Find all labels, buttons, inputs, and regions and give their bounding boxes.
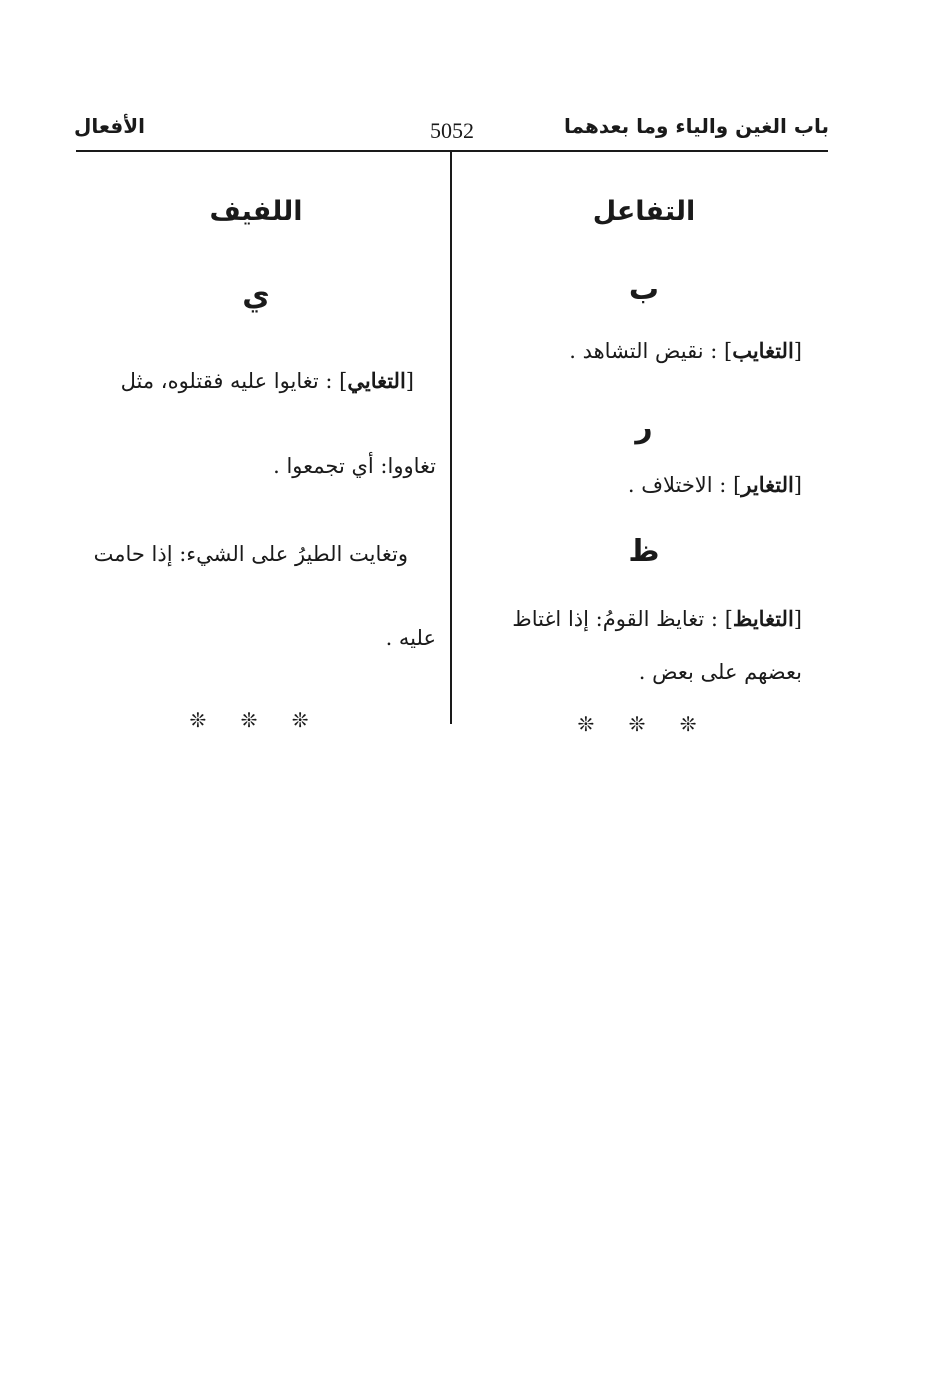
letter-heading-ya: ي: [242, 278, 270, 313]
entry-taghayur: [التغاير] : الاختلاف .: [627, 472, 802, 497]
entry-line-2: تغاووا: أي تجمعوا .: [273, 454, 436, 478]
entry-definition: : نقيض التشاهد .: [569, 339, 718, 363]
page-number: 5052: [430, 118, 474, 143]
entry-taghayi: [التغايي] : تغايوا عليه فقتلوه، مثل: [120, 368, 414, 393]
entry-definition: : الاختلاف .: [627, 473, 727, 497]
section-separator: ❊ ❊ ❊: [189, 708, 323, 732]
entry-line-4: عليه .: [385, 626, 436, 650]
column-divider: [450, 152, 452, 724]
headword: التغايب: [732, 338, 794, 363]
letter-heading-ba: ب: [628, 272, 660, 307]
headword: التغايي: [347, 368, 406, 393]
letter-heading-ra: ر: [635, 410, 653, 445]
entry-definition: : تغايوا عليه فقتلوه، مثل: [120, 369, 333, 393]
section-separator: ❊ ❊ ❊: [577, 712, 711, 736]
entry-definition: : تغايظ القومُ: إذا اغتاظ: [512, 607, 719, 631]
entry-continuation: بعضهم على بعض .: [638, 660, 802, 684]
letter-heading-za: ظ: [628, 534, 660, 569]
section-title-tafaul: التفاعل: [592, 196, 696, 227]
headword: التغاير: [741, 472, 794, 497]
header-rule: [76, 150, 828, 152]
entry-line-3: وتغايت الطيرُ على الشيء: إذا حامت: [93, 542, 408, 566]
entry-taghayub: [التغايب] : نقيض التشاهد .: [569, 338, 802, 363]
section-title-lafif: اللفيف: [209, 196, 303, 227]
headword: التغايظ: [732, 606, 794, 631]
entry-taghayuz: [التغايظ] : تغايظ القومُ: إذا اغتاظ: [512, 606, 802, 631]
chapter-heading: باب الغين والياء وما بعدهما: [564, 114, 829, 138]
section-heading: الأفعال: [74, 114, 145, 138]
